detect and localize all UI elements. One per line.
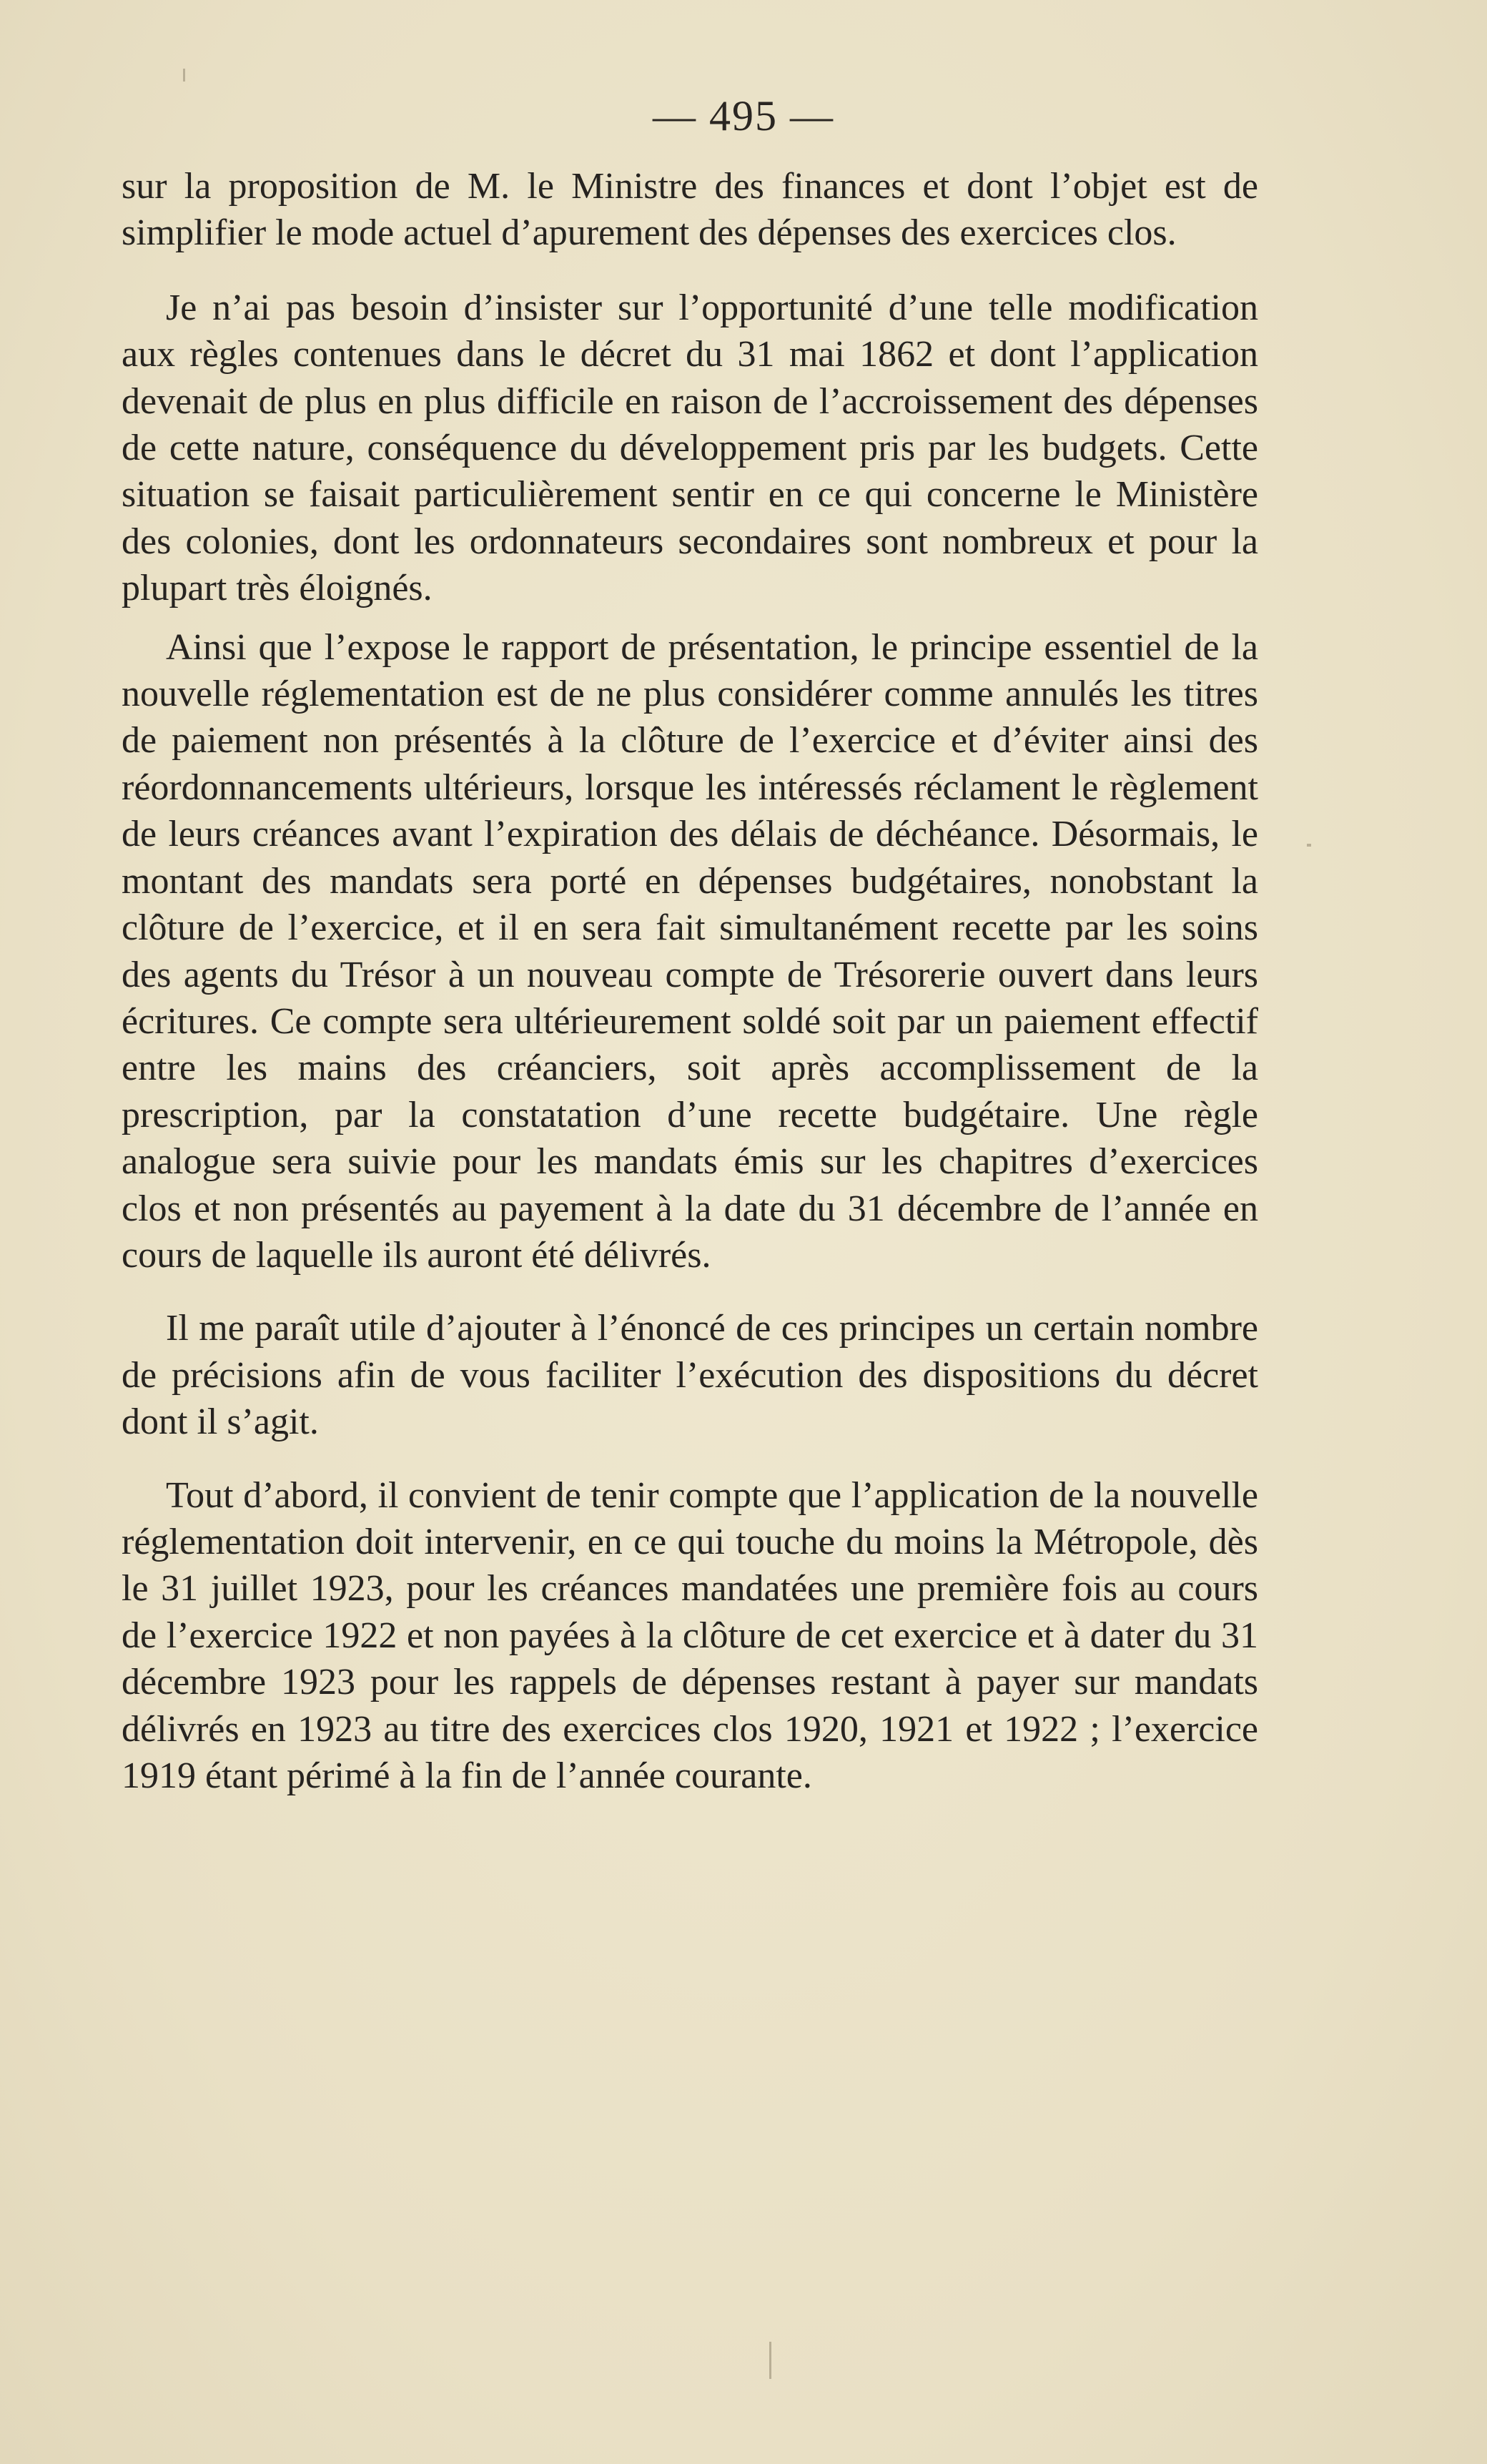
paper-speck-mark [769,2342,771,2379]
paragraph-continuation: sur la proposition de M. le Ministre des finances et dont l’objet est de simplifier le mode actuel d’apurement des dépenses des exercices clos. [122,166,1258,254]
paragraph-precisions: Il me paraît utile d’ajouter à l’énoncé de ces principes un certain nombre de précisions afin de vous faciliter l’exécution des dispositions du décret dont il s’agit. [122,1308,1258,1443]
body-text [122,163,1258,1799]
paper-speck-mark [183,69,185,82]
paper-speck-mark [1307,844,1311,847]
paragraph-application: Tout d’abord, il convient de tenir compte que l’application de la nouvelle réglementation doit intervenir, en ce qui touche du moins la Métropole, dès le 31 juillet 1923, pour les créances mandatées une première fois au cours de l’exercice 1922 et non payées à la clôture de cet exercice et à dater du 31 décembre 1923 pour les rappels de dépenses restant à payer sur mandats délivrés en 1923 au titre des exercices clos 1920, 1921 et 1922 ; l’exercice 1919 étant périmé à la fin de l’année courante. [122,1474,1258,1796]
paragraph-principe-essentiel: Ainsi que l’expose le rapport de présentation, le principe essentiel de la nouvelle réglementation est de ne plus considérer comme annulés les titres de paiement non présentés à la clôture de l’exercice et d’éviter ainsi des réordonnancements ultérieurs, lorsque les intéressés réclament le règlement de leurs créances avant l’expiration des délais de déchéance. Désormais, le montant des mandats sera porté en dépenses budgétaires, nonobstant la clôture de l’exercice, et il en sera fait simultanément recette par les soins des agents du Trésor à un nouveau compte de Trésorerie ouvert dans leurs écritures. Ce compte sera ultérieurement soldé soit par un paiement effectif entre les mains des créanciers, soit après accomplissement de la prescription, par la constatation d’une recette budgétaire. Une règle analogue sera suivie pour les mandats émis sur les chapitres d’exercices clos et non présentés au payement à la date du 31 décembre de l’année en cours de laquelle ils auront été délivrés. [122,626,1258,1276]
paragraph-decret-1862: Je n’ai pas besoin d’insister sur l’opportunité d’une telle modification aux règles contenues dans le décret du 31 mai 1862 et dont l’application devenait de plus en plus difficile en raison de l’accroissement des dépenses de cette nature, conséquence du développement pris par les budgets. Cette situation se faisait particulièrement sentir en ce qui concerne le Ministère des colonies, dont les ordonnateurs secondaires sont nombreux et pour la plupart très éloignés. [122,287,1258,609]
page-number: — 495 — [653,92,834,139]
